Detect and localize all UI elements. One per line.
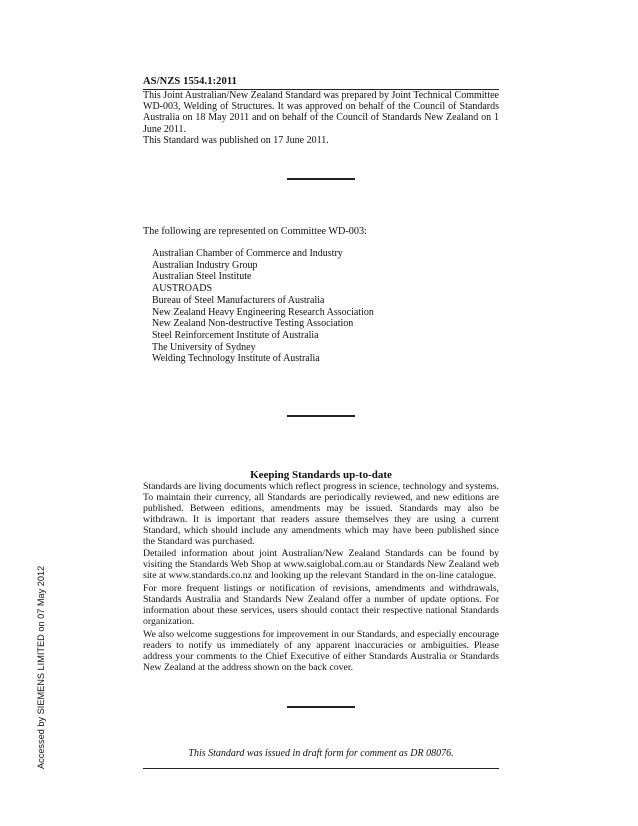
preparation-text: This Joint Australian/New Zealand Standard was prepared by Joint Technical Committee WD-003, Welding of Structures. It was approved on behalf of the Council of Standards Australia on 18 May 2011 and on behalf of the Council of Standards New Zealand on 1 June 2011. [143, 90, 499, 135]
committee-intro: The following are represented on Committee WD-003: [143, 226, 367, 237]
committee-member: New Zealand Non-destructive Testing Association [152, 318, 354, 330]
access-stamp: Accessed by SIEMENS LIMITED on 07 May 2012 [36, 565, 46, 769]
bottom-rule [143, 768, 499, 769]
committee-member: Welding Technology Institute of Australia [152, 353, 320, 365]
keeping-paragraph: For more frequent listings or notification of revisions, amendments and withdrawals, Standards Australia and Standards New Zealand offer a number of update options. For information about these services, users should contact their respective national Standards organization. [143, 583, 499, 627]
standard-id: AS/NZS 1554.1:2011 [143, 76, 237, 87]
keeping-up-to-date-body [143, 482, 499, 675]
keeping-paragraph: Detailed information about joint Australian/New Zealand Standards can be found by visiting the Standards Web Shop at www.saiglobal.com.au or Standards New Zealand web site at www.standards.co.nz and looking up the relevant Standard in the on-line catalogue. [143, 548, 499, 582]
section-divider-1 [287, 178, 355, 180]
preparation-block [143, 90, 499, 146]
section-divider-3 [287, 706, 355, 708]
committee-member: AUSTROADS [152, 283, 213, 295]
keeping-paragraph: We also welcome suggestions for improvement in our Standards, and especially encourage readers to notify us immediately of any apparent inaccuracies or ambiguities. Please address your comments to the Chief Executive of either Standards Australia or Standards New Zealand at the address shown on the back cover. [143, 628, 499, 673]
committee-member: The University of Sydney [152, 341, 256, 353]
committee-member: Australian Chamber of Commerce and Industry [152, 248, 343, 259]
keeping-up-to-date-title: Keeping Standards up-to-date [250, 469, 392, 481]
keeping-paragraph: Standards are living documents which reflect progress in science, technology and systems. To maintain their currency, all Standards are periodically reviewed, and new editions are published. Between editions, amendments may be issued. Standards may also be withdrawn. It is important that readers assure themselves they are using a current Standard, which should include any amendments which may have been published since the Standard was purchased. [143, 481, 499, 547]
committee-member: New Zealand Heavy Engineering Research Association [152, 306, 374, 318]
committee-member: Australian Industry Group [152, 259, 258, 271]
committee-member: Steel Reinforcement Institute of Australia [152, 329, 319, 341]
draft-note: This Standard was issued in draft form for comment as DR 08076. [188, 748, 454, 759]
committee-member: Australian Steel Institute [152, 271, 252, 283]
committee-member-list [152, 248, 374, 365]
publication-text: This Standard was published on 17 June 2011. [143, 134, 329, 146]
committee-member: Bureau of Steel Manufacturers of Australia [152, 294, 325, 306]
section-divider-2 [287, 415, 355, 417]
